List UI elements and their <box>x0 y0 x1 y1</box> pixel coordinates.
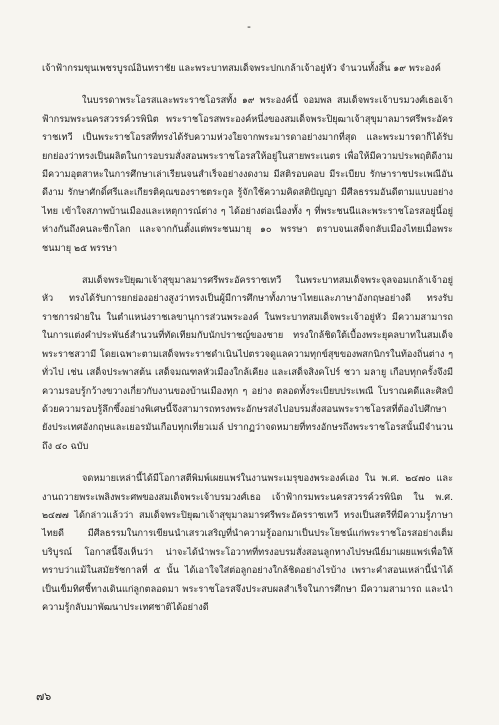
paragraph-2: ในบรรดาพระโอรสและพระราชโอรสทั้ง ๑๙ พระองค์นี้ จอมพล สมเด็จพระเจ้าบรมวงศ์เธอเจ้าฟ้ากรมพระนครสวรรค์วรพินิต พระราชโอรสพระองค์หนึ่งของสมเด็จพระปิยุฒาเจ้าสุขุมาลมารศรีพระอัครราชเทวี เป็นพระราชโอรสที่ทรงได้รับความห่วงใยจากพระมารดาอย่างมากที่สุด และพระมารดาก็ได้รับยกย่องว่าทรงเป็นผลิตในการอบรมสั่งสอนพระราชโอรสให้อยู่ในสายพระเนตร เพื่อให้มีความประพฤติดีงาม มีความอุตสาหะในการศึกษาเล่าเรียนจนสำเร็จอย่างงดงาม มีสติรอบคอบ มีระเบียบ รักษาราชประเพณีอันดีงาม รักษาศักดิ์ศรีและเกียรติคุณของราชตระกูล รู้จักใช้ความคิดสติปัญญา มีศีลธรรมอันดีตามแบบอย่างไทย เข้าใจสภาพบ้านเมืองและเหตุการณ์ต่าง ๆ ได้อย่างต่อเนื่องทั้ง ๆ ที่พระชนนีและพระราชโอรสอยู่นี้อยู่ห่างกันถึงคนละซีกโลก และจากกันตั้งแต่พระชนมายุ ๑๐ พรรษา ตราบจนเสด็จกลับเมืองไทยเมื่อพระชนมายุ ๒๕ พรรษา <box>42 95 453 254</box>
page-number: ๗๖ <box>36 690 52 703</box>
body-text <box>42 60 453 617</box>
paragraph-1: เจ้าฟ้ากรมขุนเพชรบูรณ์อินทราชัย และพระบาทสมเด็จพระปกเกล้าเจ้าอยู่หัว จำนวนทั้งสิ้น ๑๙ พระองค์ <box>42 63 441 74</box>
paragraph-3: สมเด็จพระปิยุฒาเจ้าสุขุมาลมารศรีพระอัครราชเทวี ในพระบาทสมเด็จพระจุลจอมเกล้าเจ้าอยู่หัว ทรงได้รับการยกย่องอย่างสูงว่าทรงเป็นผู้มีการศึกษาทั้งภาษาไทยและภาษาอังกฤษอย่างดี ทรงรับราชการฝ่ายใน ในตำแหน่งราชเลขานุการส่วนพระองค์ ในพระบาทสมเด็จพระเจ้าอยู่หัว มีความสามารถในการแต่งคำประพันธ์สำนวนที่ทัดเทียมกับนักปราชญ์ของชาย ทรงใกล้ชิดใต้เบื้องพระยุคลบาทในสมเด็จพระราชสวามี โดยเฉพาะตามเสด็จพระราชดำเนินไปตรวจดูแลความทุกข์สุขของพสกนิกรในท้องถิ่นต่าง ๆ ทั่วไป เช่น เสด็จประพาสต้น เสด็จมณฑลหัวเมืองใกล้เคียง และเสด็จสิงคโปร์ ชวา มลายู เกือบทุกครั้งจึงมีความรอบรู้กว้างขวางเกี่ยวกับงานของบ้านเมืองทุก ๆ อย่าง ตลอดทั้งระเบียบประเพณี โบราณคดีและศิลป์ ด้วยความรอบรู้ลึกซึ้งอย่างพิเศษนี้จึงสามารถทรงพระอักษรส่งไปอบรมสั่งสอนพระราชโอรสที่ต้องไปศึกษายังประเทศอังกฤษและเยอรมันเกือบทุกเที่ยวเมล์ ปรากฏว่าจดหมายที่ทรงอักษรถึงพระราชโอรสนั้นมีจำนวนถึง ๔๐ ฉบับ <box>42 275 453 452</box>
paragraph-4: จดหมายเหล่านี้ได้มีโอกาสตีพิมพ์เผยแพร่ในงานพระเมรุของพระองค์เอง ใน พ.ศ. ๒๔๗๐ และงานถวายพระเพลิงพระศพของสมเด็จพระเจ้าบรมวงศ์เธอ เจ้าฟ้ากรมพระนครสวรรค์วรพินิต ใน พ.ศ. ๒๔๗๗ ได้กล่าวแล้วว่า สมเด็จพระปิยุฒาเจ้าสุขุมาลมารศรีพระอัครราชเทวี ทรงเป็นสตรีที่มีความรู้ภาษาไทยดี มีศีลธรรมในการเขียนนำเสรวเสริญที่นำความรู้ออกมาเป็นประโยชน์แก่พระราชโอรสอย่างเต็มบริบูรณ์ โอกาสนี้จึงเห็นว่า น่าจะได้นำพระโอวาทที่ทรงอบรมสั่งสอนลูกทางไปรษณีย์มาเผยแพร่เพื่อให้ทราบว่าแม้ในสมัยรัชกาลที่ ๕ นั้น ได้เอาใจใส่ต่อลูกอย่างใกล้ชิดอย่างไรบ้าง เพราะคำสอนเหล่านี้นำได้เป็นเข็มทิศชี้ทางเดินแก่ลูกตลอดมา พระราชโอรสจึงประสบผลสำเร็จในการศึกษา มีความสามารถ และนำความรู้กลับมาพัฒนาประเทศชาติได้อย่างดี <box>42 473 453 613</box>
top-page-marker: - <box>247 20 252 33</box>
